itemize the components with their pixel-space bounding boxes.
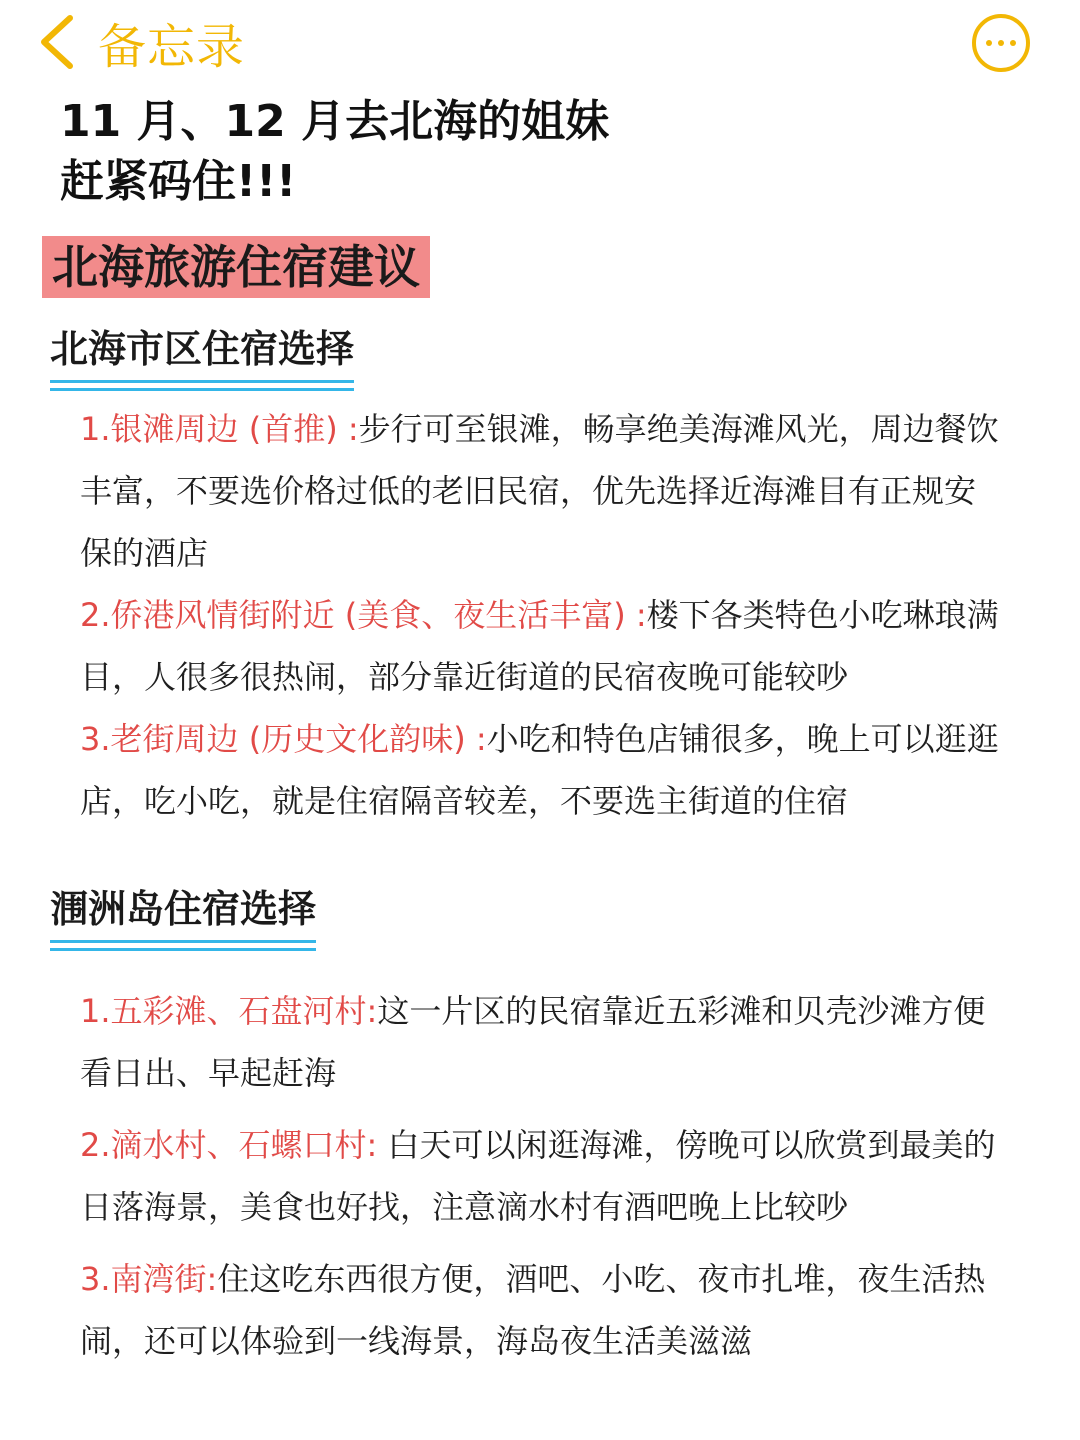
item-text: 白天可以闲逛海滩，傍晚可以欣赏到最美的日落海景，美食也好找，注意滴水村有酒吧晚上比较吵 <box>80 1126 996 1226</box>
list-item <box>80 398 1000 584</box>
item-text: 这一片区的民宿靠近五彩滩和贝壳沙滩方便看日出、早起赶海 <box>80 992 986 1092</box>
item-highlight: 3.老街周边 (历史文化韵味) : <box>80 720 487 758</box>
list-item <box>80 584 1000 708</box>
list-item <box>80 1114 1000 1238</box>
item-highlight: 3.南湾街: <box>80 1260 218 1298</box>
ellipsis-dot <box>1010 40 1016 46</box>
list-item <box>80 980 1000 1104</box>
back-label: 备忘录 <box>98 18 246 75</box>
list-item <box>80 1248 1000 1372</box>
back-button[interactable] <box>36 10 245 74</box>
item-highlight: 2.侨港风情街附近 (美食、夜生活丰富) : <box>80 596 647 634</box>
item-highlight: 2.滴水村、石螺口村: <box>80 1126 378 1164</box>
note-title <box>60 92 1020 212</box>
title-line-1: 11 月、12 月去北海的姐妹 <box>60 96 610 147</box>
item-text: 住这吃东西很方便，酒吧、小吃、夜市扎堆，夜生活热闹，还可以体验到一线海景，海岛夜生活美滋滋 <box>80 1260 986 1360</box>
nav-bar <box>0 0 1080 90</box>
ellipsis-circle-icon <box>986 40 992 46</box>
ellipsis-dot <box>998 40 1004 46</box>
item-highlight: 1.五彩滩、石盘河村: <box>80 992 378 1030</box>
chevron-left-icon <box>36 14 76 70</box>
more-options-button[interactable] <box>972 14 1030 72</box>
section-heading-city: 北海市区住宿选择 <box>50 324 354 383</box>
section-heading-island: 涠洲岛住宿选择 <box>50 884 316 943</box>
main-heading: 北海旅游住宿建议 <box>42 236 430 298</box>
item-highlight: 1.银滩周边 (首推) : <box>80 410 359 448</box>
item-text: 楼下各类特色小吃琳琅满目，人很多很热闹，部分靠近街道的民宿夜晚可能较吵 <box>80 596 999 696</box>
item-text: 步行可至银滩，畅享绝美海滩风光，周边餐饮丰富，不要选价格过低的老旧民宿，优先选择近海滩目有正规安保的酒店 <box>80 410 999 572</box>
item-text: 小吃和特色店铺很多，晚上可以逛逛店，吃小吃，就是住宿隔音较差，不要选主街道的住宿 <box>80 720 999 820</box>
list-item <box>80 708 1000 832</box>
title-line-2: 赶紧码住!!! <box>60 156 297 207</box>
